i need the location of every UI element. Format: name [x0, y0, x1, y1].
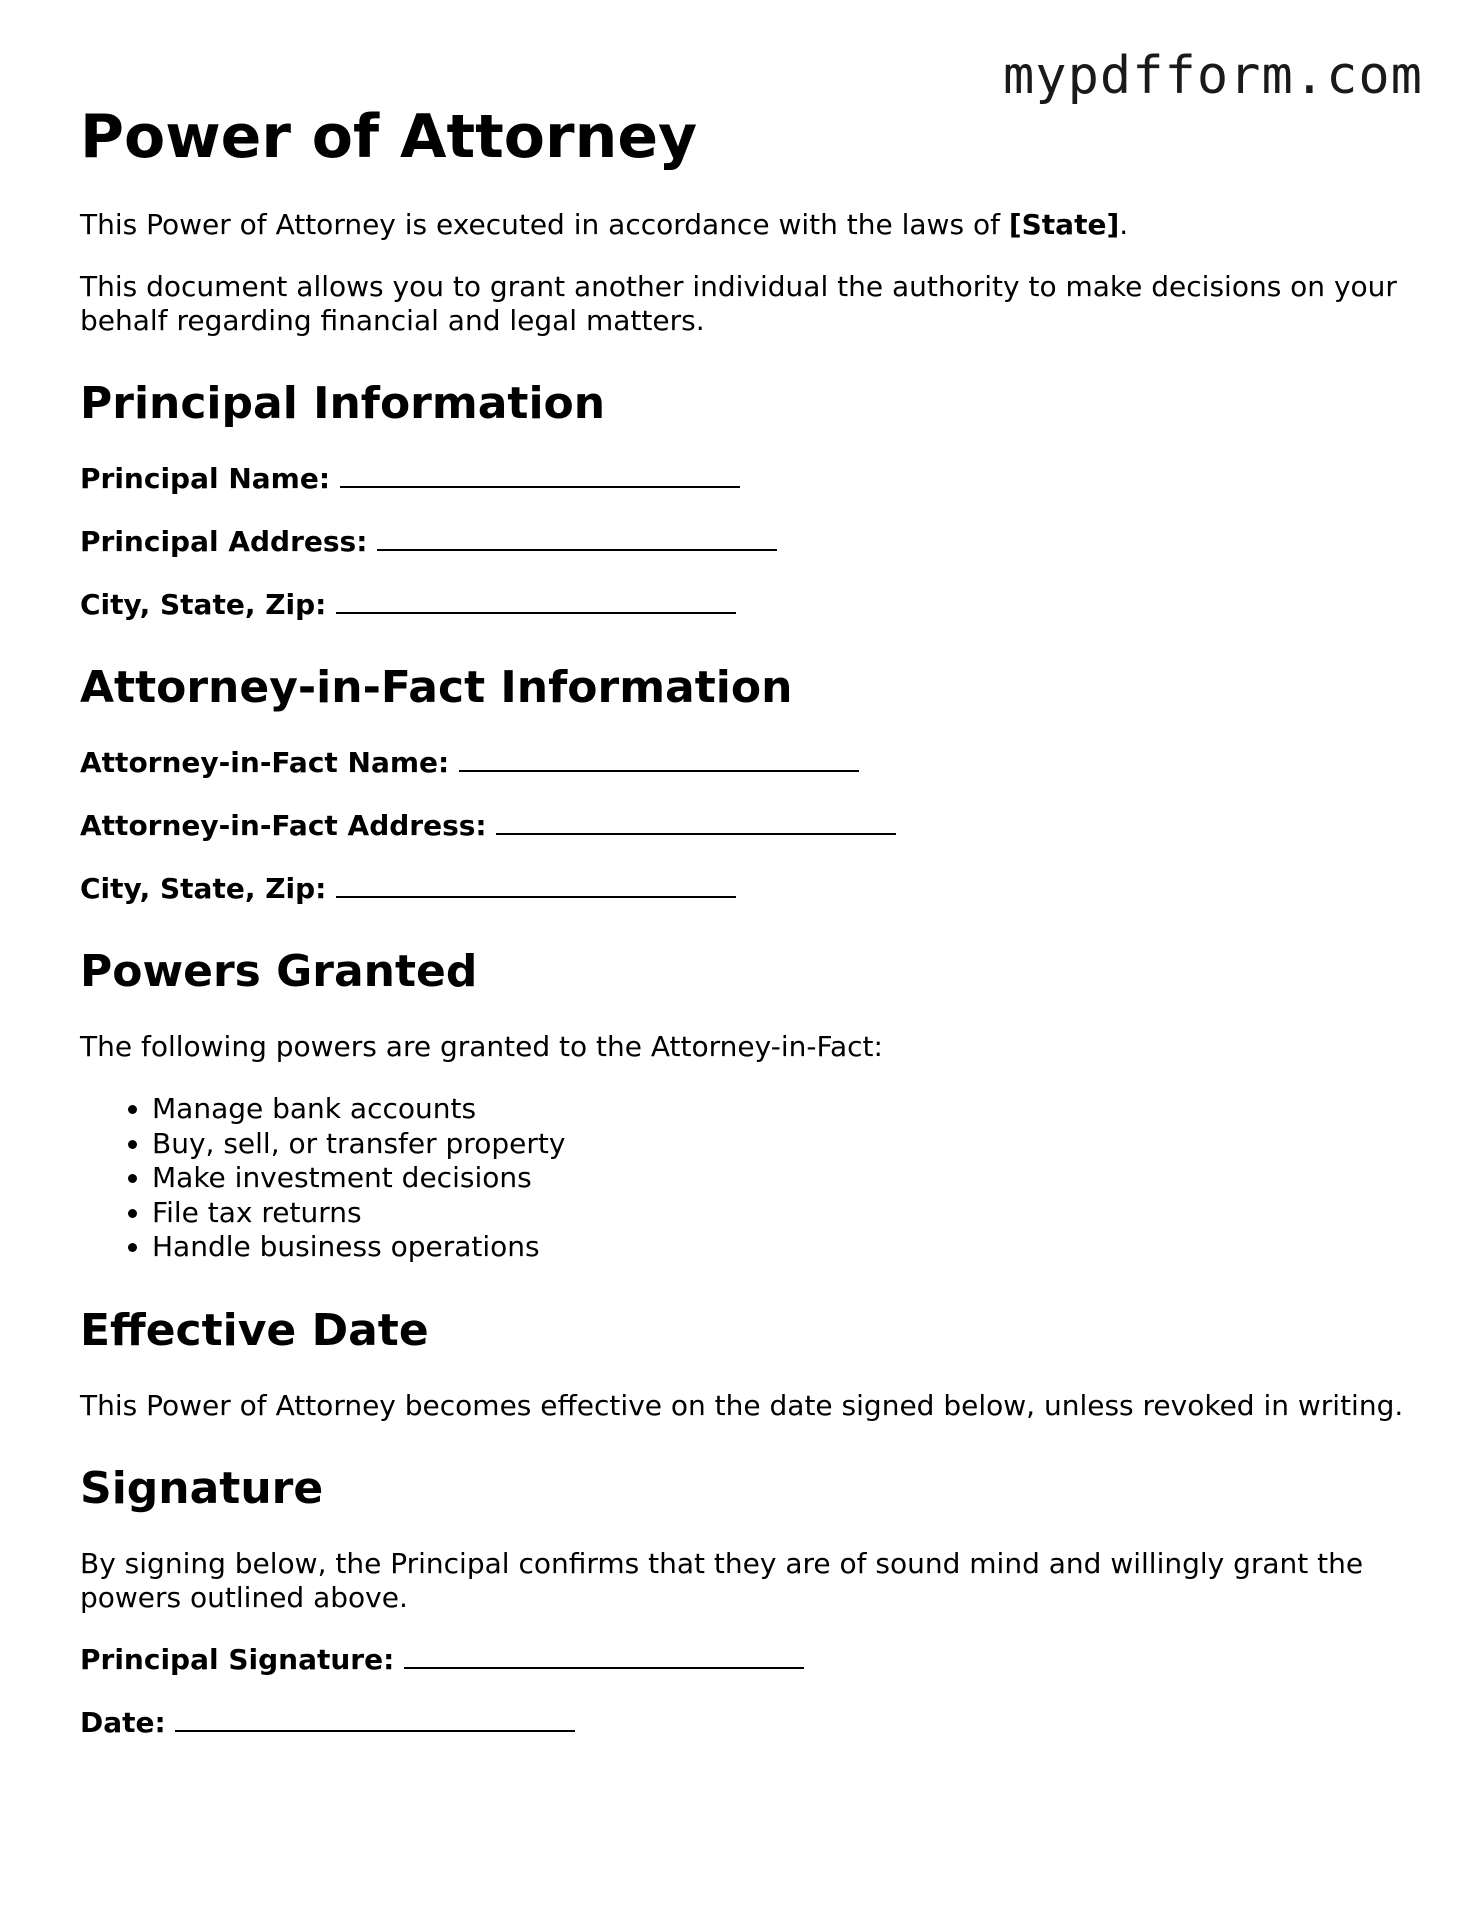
list-item: • Handle business operations: [152, 1230, 1410, 1265]
document-body: [80, 208, 1410, 1769]
list-item: • Make investment decisions: [152, 1161, 1410, 1196]
attorney-city-blank[interactable]: [336, 872, 736, 898]
list-item: • File tax returns: [152, 1196, 1410, 1231]
effective-text: This Power of Attorney becomes effective on the date signed below, unless revoked in writing.: [80, 1388, 1404, 1422]
principal-signature-field[interactable]: [80, 1643, 1410, 1677]
effective-heading: Effective Date: [80, 1304, 429, 1356]
date-field[interactable]: [80, 1706, 1410, 1740]
principal-name-field[interactable]: [80, 462, 1410, 496]
powers-intro: The following powers are granted to the Attorney-in-Fact:: [80, 1030, 883, 1063]
principal-address-blank[interactable]: [377, 525, 777, 551]
attorney-name-label: Attorney-in-Fact Name:: [80, 746, 450, 779]
principal-address-label: Principal Address:: [80, 525, 368, 558]
intro-state-prefix: This Power of Attorney is executed in accordance with the laws of: [80, 208, 1009, 241]
principal-city-blank[interactable]: [336, 588, 736, 614]
intro-state-suffix: .: [1119, 208, 1129, 241]
signature-text: By signing below, the Principal confirms that they are of sound mind and willingly grant the powers outlined above.: [80, 1546, 1364, 1614]
list-item: • Buy, sell, or transfer property: [152, 1127, 1410, 1162]
date-label: Date:: [80, 1705, 166, 1739]
attorney-address-blank[interactable]: [496, 809, 896, 835]
principal-signature-label: Principal Signature:: [80, 1642, 395, 1676]
site-watermark: mypdfform.com: [1003, 46, 1423, 106]
principal-city-label: City, State, Zip:: [80, 588, 327, 621]
attorney-city-field[interactable]: [80, 872, 1410, 906]
attorney-name-blank[interactable]: [459, 746, 859, 772]
attorney-heading: Attorney-in-Fact Information: [80, 662, 793, 713]
state-placeholder: [State]: [1008, 208, 1120, 241]
attorney-name-field[interactable]: [80, 746, 1410, 780]
principal-city-field[interactable]: [80, 588, 1410, 622]
principal-heading: Principal Information: [80, 378, 606, 429]
intro-purpose-paragraph: This document allows you to grant another individual the authority to make decisions on your behalf regarding financial and legal matters.: [80, 270, 1397, 337]
principal-name-blank[interactable]: [340, 462, 740, 488]
list-item: • Manage bank accounts: [152, 1092, 1410, 1127]
powers-heading: Powers Granted: [80, 946, 478, 997]
date-blank[interactable]: [175, 1706, 575, 1732]
intro-state-paragraph: [80, 208, 1410, 242]
attorney-address-field[interactable]: [80, 809, 1410, 843]
principal-signature-blank[interactable]: [404, 1643, 804, 1669]
attorney-address-label: Attorney-in-Fact Address:: [80, 809, 487, 842]
powers-list: [80, 1092, 1410, 1265]
principal-address-field[interactable]: [80, 525, 1410, 559]
principal-name-label: Principal Name:: [80, 462, 331, 495]
attorney-city-label: City, State, Zip:: [80, 872, 327, 905]
document-title: Power of Attorney: [80, 102, 698, 172]
signature-heading: Signature: [80, 1462, 324, 1514]
